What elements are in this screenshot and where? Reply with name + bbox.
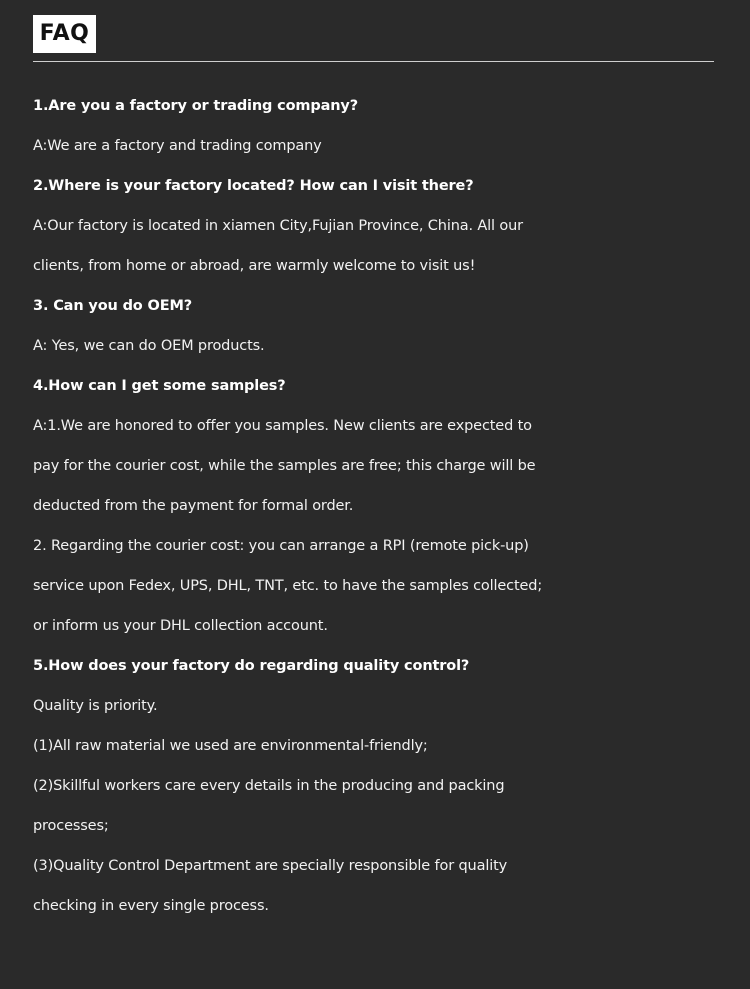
faq-answer-line: A:We are a factory and trading company [33, 138, 322, 154]
faq-question: 1.Are you a factory or trading company? [33, 98, 358, 114]
faq-answer-line: pay for the courier cost, while the samples are free; this charge will be [33, 458, 536, 474]
faq-answer-line: 2. Regarding the courier cost: you can arrange a RPI (remote pick-up) [33, 538, 529, 554]
faq-question: 2.Where is your factory located? How can I visit there? [33, 178, 474, 194]
faq-answer-line: A:1.We are honored to offer you samples. New clients are expected to [33, 418, 532, 434]
faq-answer-line: processes; [33, 818, 109, 834]
faq-title: FAQ [33, 15, 96, 53]
faq-question: 3. Can you do OEM? [33, 298, 192, 314]
faq-answer-line: (1)All raw material we used are environmental-friendly; [33, 738, 428, 754]
faq-answer-line: clients, from home or abroad, are warmly welcome to visit us! [33, 258, 476, 274]
faq-answer-line: A: Yes, we can do OEM products. [33, 338, 265, 354]
faq-answer-line: (3)Quality Control Department are specially responsible for quality [33, 858, 508, 874]
faq-question: 4.How can I get some samples? [33, 378, 286, 394]
title-divider [33, 61, 714, 62]
faq-list [33, 86, 723, 926]
faq-answer-line: checking in every single process. [33, 898, 269, 914]
faq-answer-line: or inform us your DHL collection account. [33, 618, 328, 634]
faq-answer-line: (2)Skillful workers care every details in the producing and packing [33, 778, 505, 794]
faq-answer-line: Quality is priority. [33, 698, 158, 714]
faq-answer-line: deducted from the payment for formal order. [33, 498, 354, 514]
faq-answer-line: service upon Fedex, UPS, DHL, TNT, etc. to have the samples collected; [33, 578, 543, 594]
faq-answer-line: A:Our factory is located in xiamen City,Fujian Province, China. All our [33, 218, 523, 234]
faq-question: 5.How does your factory do regarding quality control? [33, 658, 470, 674]
